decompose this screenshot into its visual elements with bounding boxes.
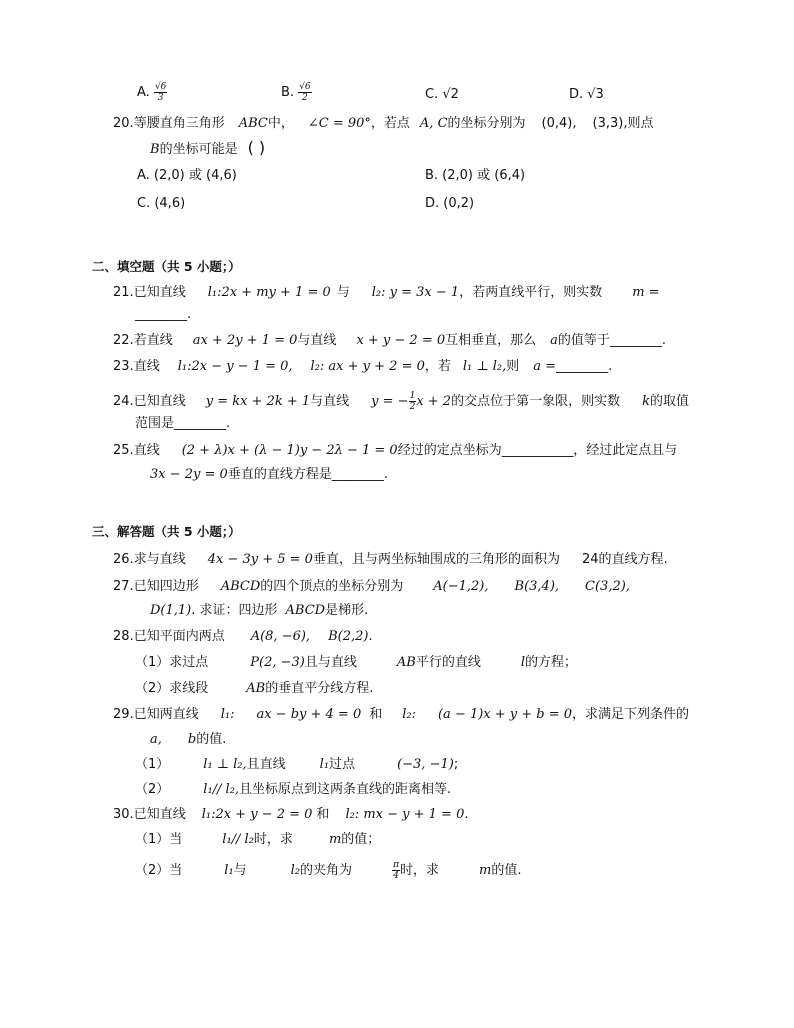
math-expr: l₂: ax + y + 2 = 0	[310, 359, 425, 374]
question-number: 26.	[113, 552, 134, 567]
q29-text: ，求满足下列条件的	[572, 707, 690, 722]
math-expr: P(2, −3)	[250, 655, 305, 670]
section-heading-fill-blank: 二、填空题（共 5 小题；）	[92, 259, 241, 274]
math-expr: l₁	[224, 863, 234, 878]
math-expr: l₁ ⊥ l₂,	[462, 359, 507, 374]
q30-text: 时，求	[253, 832, 293, 847]
math-expr: y = −	[371, 394, 409, 409]
q25-text: 垂直的直线方程是________.	[227, 467, 388, 482]
q21-line-2: ________.	[135, 307, 192, 322]
q30-text: （2）当	[135, 863, 183, 878]
math-expr: k	[642, 394, 650, 409]
q22-text: 若直线	[133, 333, 173, 348]
math-expr: B	[150, 142, 160, 157]
q27-line-2	[150, 602, 368, 620]
math-expr: m	[479, 863, 492, 878]
q28-text: .	[368, 629, 373, 644]
q29-text: 过点	[329, 757, 356, 772]
q30-sub-1	[135, 831, 380, 849]
math-expr: A(−1,2),	[433, 579, 489, 594]
answer-paren: ( )	[247, 138, 266, 157]
question-number: 24.	[113, 394, 134, 409]
q20-text: ，若点	[370, 116, 410, 131]
fraction-numerator: π	[393, 860, 399, 870]
q20-text: 等腰直角三角形	[133, 116, 225, 131]
math-expr: a =	[533, 359, 557, 374]
q30-text: 已知直线	[133, 807, 186, 822]
math-expr: (a − 1)x + y + b = 0	[437, 707, 573, 722]
q24-text: 的取值	[649, 394, 689, 409]
math-expr: (0,4),	[541, 116, 577, 131]
q22-text: 与直线	[297, 333, 337, 348]
math-expr: x + y − 2 = 0	[356, 333, 446, 348]
math-expr: l₂:	[402, 707, 416, 722]
fraction-pi-over-4	[392, 860, 400, 881]
q30-sub-2	[135, 860, 521, 881]
q20-text: 的坐标可能是	[159, 142, 238, 157]
q29-line-1	[113, 706, 689, 724]
question-number: 30.	[113, 807, 134, 822]
q25-line-2	[150, 466, 388, 484]
q21-text: ，若两直线平行，则实数	[459, 285, 603, 300]
math-expr: l₁:2x − y − 1 = 0,	[177, 359, 293, 374]
option-a-numerator: √6	[154, 82, 167, 92]
math-expr: l₁	[319, 757, 330, 772]
q25-text: 经过的定点坐标为___________，经过此定点且与	[397, 443, 678, 458]
math-expr: l	[520, 655, 526, 670]
question-number: 28.	[113, 629, 134, 644]
q28-line-1	[113, 628, 373, 646]
q30-text: 的夹角为	[300, 863, 353, 878]
q24-line-1	[113, 391, 689, 412]
math-expr: b	[187, 732, 197, 747]
math-expr: x + 2	[416, 394, 452, 409]
question-number: 23.	[113, 359, 134, 374]
q19-option-a	[137, 82, 167, 103]
q24-line-2: 范围是________.	[135, 416, 231, 431]
math-expr: l₁ ⊥ l₂,	[203, 757, 247, 772]
q27-text: . 求证：四边形	[191, 603, 278, 618]
q23-line	[113, 358, 612, 376]
q20-text: 的坐标分别为	[447, 116, 526, 131]
question-number: 25.	[113, 443, 134, 458]
math-expr: m	[328, 832, 342, 847]
q29-line-2	[150, 731, 226, 749]
q28-text: 平行的直线	[415, 655, 481, 670]
q19-option-c: C. √2	[425, 87, 459, 102]
q19-option-d: D. √3	[569, 87, 604, 102]
math-expr: l₁:	[220, 707, 235, 722]
math-expr: B(2,2)	[328, 629, 369, 644]
math-expr: ax − by + 4 = 0	[256, 707, 362, 722]
math-expr: ax + 2y + 1 = 0	[192, 333, 298, 348]
question-number: 29.	[113, 707, 134, 722]
q27-text: 已知四边形	[133, 579, 199, 594]
math-expr: a	[550, 333, 558, 348]
q30-text: 时，求	[399, 863, 439, 878]
q19-option-b	[281, 82, 312, 103]
q24-text: 与直线	[310, 394, 350, 409]
math-expr: 3x − 2y = 0	[150, 467, 228, 482]
q29-text: （1）	[135, 757, 170, 772]
math-expr: l₁:2x + y − 2 = 0	[201, 807, 313, 822]
math-expr: 24	[581, 552, 599, 567]
math-expr: A, C	[419, 116, 448, 131]
q20-line-2	[150, 139, 265, 159]
fraction-numerator: 1	[409, 391, 416, 401]
math-expr: l₁// l₂,	[203, 782, 240, 797]
q28-text: （1）求过点	[135, 655, 209, 670]
math-expr: A(8, −6),	[250, 629, 311, 644]
q29-text: 且坐标原点到这两条直线的距离相等.	[239, 782, 452, 797]
option-b-denominator: 2	[302, 93, 308, 103]
q30-line-1	[113, 806, 468, 824]
math-expr: AB	[246, 681, 266, 696]
q30-text: .	[464, 807, 469, 822]
q20-option-c: C. (4,6)	[137, 196, 186, 211]
math-expr: m =	[632, 285, 660, 300]
q25-line-1	[113, 442, 677, 460]
math-expr: C(3,2),	[585, 579, 630, 594]
q29-sub-2	[135, 781, 451, 799]
q26-text: 的直线方程.	[598, 552, 668, 567]
math-expr: l₂: mx − y + 1 = 0	[345, 807, 465, 822]
answer-blank: ________.	[556, 359, 613, 374]
math-expr: (−3, −1)	[397, 757, 454, 772]
q30-text: 与	[233, 863, 247, 878]
q28-text: 已知平面内两点	[133, 629, 225, 644]
q28-text: 的垂直平分线方程.	[265, 681, 374, 696]
q20-option-b: B. (2,0) 或 (6,4)	[425, 168, 526, 183]
math-expr: B(3,4),	[514, 579, 560, 594]
math-expr: ∠C = 90°	[307, 116, 371, 131]
q28-text: 的方程；	[525, 655, 578, 670]
math-expr: l₂	[290, 863, 301, 878]
q27-text: 是梯形.	[325, 603, 369, 618]
q21-line-1	[113, 284, 660, 302]
math-expr: y = kx + 2k + 1	[205, 394, 311, 409]
math-expr: D(1,1)	[150, 603, 192, 618]
math-expr: l₁// l₂	[222, 832, 254, 847]
q29-text: （2）	[135, 782, 170, 797]
math-expr: (2 + λ)x + (λ − 1)y − 2λ − 1 = 0	[181, 443, 398, 458]
q20-text: 则点	[627, 116, 654, 131]
math-expr: 4x − 3y + 5 = 0	[207, 552, 313, 567]
q23-text: 直线	[133, 359, 160, 374]
q29-text: 和	[369, 707, 383, 722]
math-expr: ABCD	[285, 603, 326, 618]
q22-text: 互相垂直，那么	[445, 333, 537, 348]
q21-text: 与	[336, 285, 350, 300]
q30-text: 的值；	[341, 832, 381, 847]
question-number: 22.	[113, 333, 134, 348]
q28-sub-2	[135, 680, 373, 698]
q28-text: （2）求线段	[135, 681, 209, 696]
q30-text: （1）当	[135, 832, 183, 847]
fraction-denominator: 2	[409, 402, 416, 412]
q20-option-a: A. (2,0) 或 (4,6)	[137, 168, 237, 183]
option-a-label: A.	[137, 85, 154, 100]
q29-text: 且直线	[246, 757, 286, 772]
q25-text: 直线	[133, 443, 160, 458]
math-expr: ABC	[238, 116, 268, 131]
question-number: 27.	[113, 579, 134, 594]
q24-text: 的交点位于第一象限，则实数	[451, 394, 621, 409]
q27-text: 的四个顶点的坐标分别为	[260, 579, 404, 594]
option-b-label: B.	[281, 85, 299, 100]
q23-text: 则	[506, 359, 520, 374]
math-expr: AB	[396, 655, 416, 670]
q22-line	[113, 332, 666, 350]
q21-text: 已知直线	[133, 285, 186, 300]
q23-text: ，若	[424, 359, 451, 374]
math-expr: a,	[150, 732, 162, 747]
option-a-fraction	[154, 82, 167, 103]
q20-text: 中，	[267, 116, 294, 131]
math-expr: (3,3),	[592, 116, 628, 131]
section-heading-solve: 三、解答题（共 5 小题；）	[92, 524, 241, 539]
q27-line-1	[113, 578, 630, 596]
math-expr: ABCD	[220, 579, 261, 594]
q29-sub-1	[135, 756, 458, 774]
q26-line	[113, 551, 668, 569]
q29-text: 的值.	[196, 732, 227, 747]
q22-text: 的值等于________.	[557, 333, 667, 348]
option-b-numerator: √6	[299, 82, 311, 92]
q28-sub-1	[135, 654, 577, 672]
q26-text: 求与直线	[133, 552, 186, 567]
q24-text: 已知直线	[133, 394, 186, 409]
q30-text: 的值.	[491, 863, 522, 878]
q20-option-d: D. (0,2)	[425, 196, 475, 211]
q28-text: 且与直线	[304, 655, 357, 670]
q20-line-1	[113, 115, 653, 133]
q26-text: 垂直，且与两坐标轴围成的三角形的面积为	[312, 552, 560, 567]
math-expr: l₁:2x + my + 1 = 0	[207, 285, 331, 300]
q29-text: 已知两直线	[133, 707, 199, 722]
question-number: 20.	[113, 116, 134, 131]
option-a-denominator: 3	[157, 93, 164, 103]
question-number: 21.	[113, 285, 134, 300]
math-expr: l₂: y = 3x − 1	[371, 285, 460, 300]
q29-text: ;	[453, 757, 459, 772]
option-b-fraction	[298, 82, 311, 103]
fraction-denominator: 4	[393, 871, 399, 881]
q30-text: 和	[316, 807, 330, 822]
